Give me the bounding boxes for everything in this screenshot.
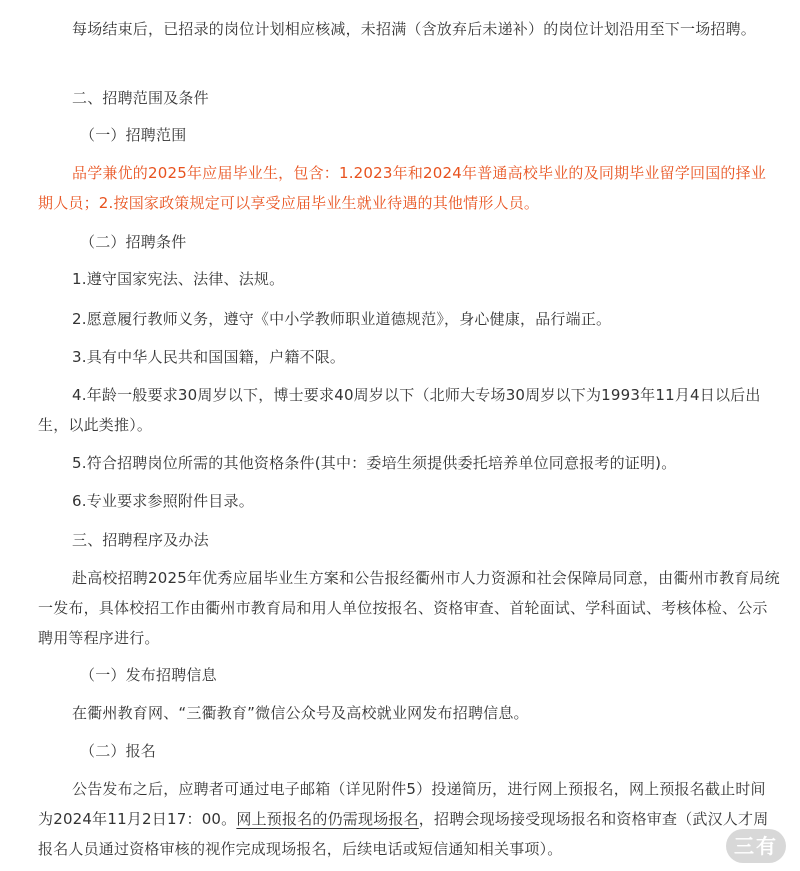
signup-text-part-2: ，招聘会现场接受现场报名和资格审查（武汉人才周报名人员通过资格审核的视作完成现场报名，后续电话或短信通知相关事项）。 <box>38 810 769 858</box>
condition-item-1: 1.遵守国家宪法、法律、法规。 <box>72 270 285 288</box>
paragraph-publish: 在衢州教育网、“三衢教育”微信公众号及高校就业网发布招聘信息。 <box>72 704 529 722</box>
paragraph-procedure: 赴高校招聘2025年优秀应届毕业生方案和公告报经衢州市人力资源和社会保障局同意，由衢州市教育局统一发布，具体校招工作由衢州市教育局和用人单位按报名、资格审查、首轮面试、学科面试、考核体检、公示聘用等程序进行。 <box>38 569 780 647</box>
paragraph-scope-highlight: 品学兼优的2025年应届毕业生，包含：1.2023年和2024年普通高校毕业的及同期毕业留学回国的择业期人员；2.按国家政策规定可以享受应届毕业生就业待遇的其他情形人员。 <box>38 164 767 212</box>
condition-item-2: 2.愿意履行教师义务，遵守《中小学教师职业道德规范》，身心健康，品行端正。 <box>72 310 612 328</box>
condition-item-5: 5.符合招聘岗位所需的其他资格条件(其中：委培生须提供委托培养单位同意报考的证明)。 <box>72 454 677 472</box>
condition-item-3: 3.具有中华人民共和国国籍，户籍不限。 <box>72 348 346 366</box>
signup-underlined-note: 网上预报名的仍需现场报名 <box>236 810 419 828</box>
section-heading-scope-conditions: 二、招聘范围及条件 <box>72 89 209 107</box>
section-heading-procedure: 三、招聘程序及办法 <box>72 531 209 549</box>
paragraph-signup <box>38 774 780 864</box>
subsection-heading-publish: （一）发布招聘信息 <box>80 666 217 684</box>
subsection-heading-scope: （一）招聘范围 <box>80 126 187 144</box>
condition-item-6: 6.专业要求参照附件目录。 <box>72 492 254 510</box>
subsection-heading-signup: （二）报名 <box>80 742 157 760</box>
subsection-heading-conditions: （二）招聘条件 <box>80 233 187 251</box>
condition-item-4: 4.年龄一般要求30周岁以下，博士要求40周岁以下（北师大专场30周岁以下为1993年11月4日以后出生，以此类推）。 <box>38 386 761 434</box>
paragraph-plan-carryover: 每场结束后，已招录的岗位计划相应核减，未招满（含放弃后未递补）的岗位计划沿用至下一场招聘。 <box>72 20 757 38</box>
watermark-logo: 三有 <box>726 829 786 863</box>
signup-text-part-1: 公告发布之后，应聘者可通过电子邮箱（详见附件5）投递简历，进行网上预报名，网上预报名截止时间为2024年11月2日17：00。 <box>38 780 766 828</box>
